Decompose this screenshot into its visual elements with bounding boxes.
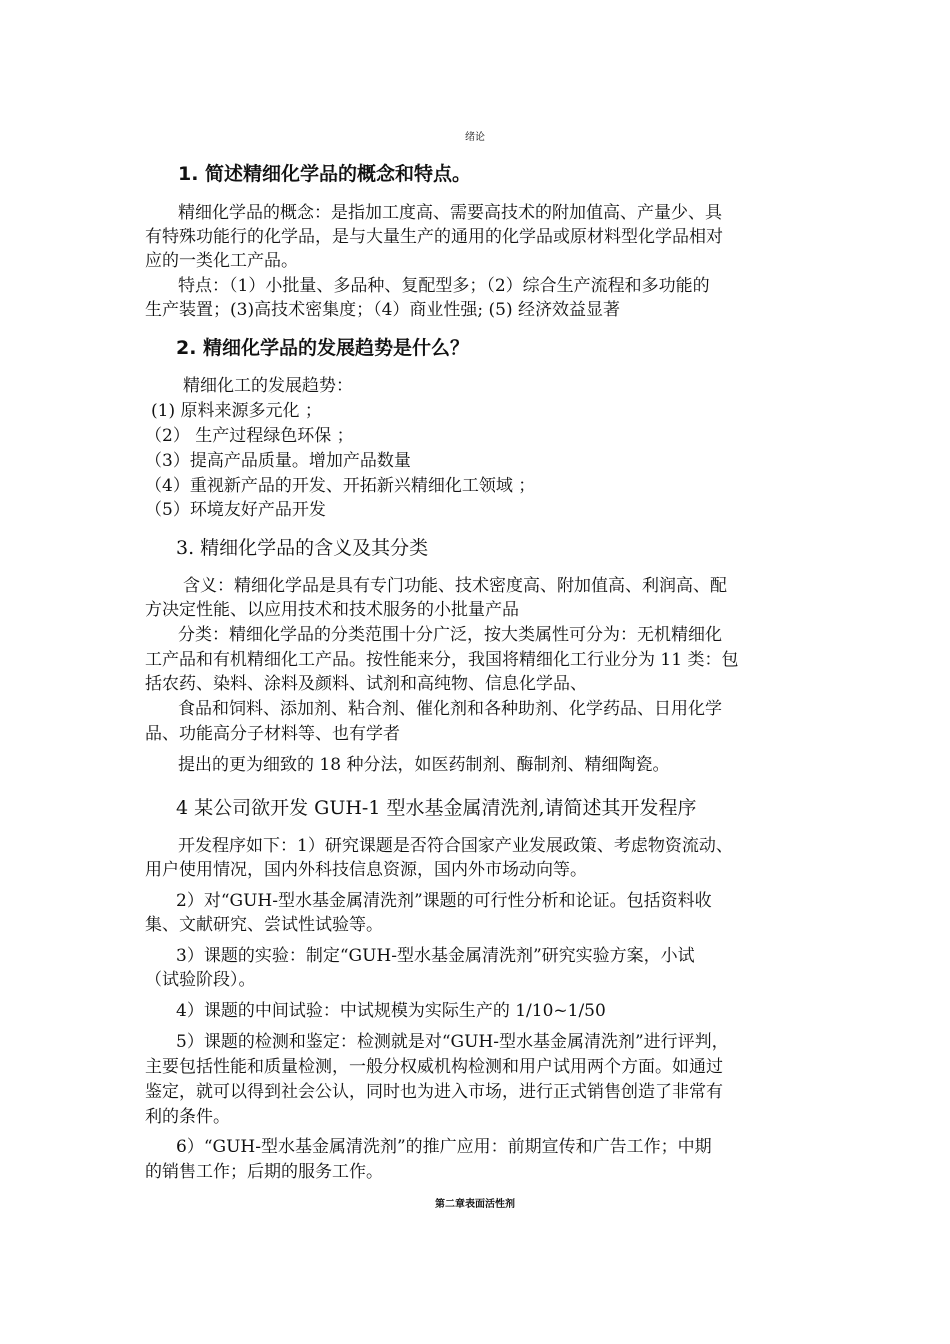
list-item: （5）环境友好产品开发	[145, 500, 326, 520]
paragraph-line: 3）课题的实验：制定“GUH-型水基金属清洗剂”研究实验方案，小试	[176, 946, 695, 966]
paragraph-line: 特点：（1）小批量、多品种、复配型多；（2）综合生产流程和多功能的	[178, 276, 710, 296]
paragraph-line: 利的条件。	[145, 1107, 230, 1127]
paragraph-line: 提出的更为细致的 18 种分法，如医药制剂、酶制剂、精细陶瓷。	[178, 755, 670, 775]
paragraph-line: 方决定性能、以应用技术和技术服务的小批量产品	[145, 600, 519, 620]
paragraph-line: 精细化学品的概念：是指加工度高、需要高技术的附加值高、产量少、具	[178, 203, 722, 223]
paragraph-line: 应的一类化工产品。	[145, 251, 298, 271]
paragraph-line: 2）对“GUH-型水基金属清洗剂”课题的可行性分析和论证。包括资料收	[176, 891, 712, 911]
paragraph-line: 的销售工作；后期的服务工作。	[145, 1162, 383, 1182]
chapter-title: 第二章表面活性剂	[435, 1199, 515, 1210]
paragraph-line: 生产装置；(3)高技术密集度；（4）商业性强; (5) 经济效益显著	[145, 300, 621, 320]
paragraph-line: 5）课题的检测和鉴定：检测就是对“GUH-型水基金属清洗剂”进行评判，	[176, 1032, 729, 1052]
paragraph-line: 括农药、染料、涂料及颜料、试剂和高纯物、信息化学品、	[145, 674, 587, 694]
paragraph-line: 6）“GUH-型水基金属清洗剂”的推广应用：前期宣传和广告工作；中期	[176, 1137, 712, 1157]
paragraph-line: 用户使用情况，国内外科技信息资源，国内外市场动向等。	[145, 860, 587, 880]
paragraph-line: 开发程序如下：1）研究课题是否符合国家产业发展政策、考虑物资流动、	[178, 836, 733, 856]
section-2-heading: 2. 精细化学品的发展趋势是什么？	[176, 337, 470, 359]
section-4-heading: 4 某公司欲开发 GUH-1 型水基金属清洗剂,请简述其开发程序	[176, 797, 697, 819]
intro-title: 绪论	[465, 132, 485, 143]
section-3-heading: 3. 精细化学品的含义及其分类	[176, 537, 429, 559]
paragraph-line: 集、文献研究、尝试性试验等。	[145, 915, 383, 935]
paragraph-line: （试验阶段）。	[145, 970, 256, 990]
list-item: （2） 生产过程绿色环保 ；	[145, 426, 354, 446]
list-item: （3）提高产品质量。增加产品数量	[145, 451, 411, 471]
paragraph-line: 精细化工的发展趋势：	[183, 376, 353, 396]
paragraph-line: 工产品和有机精细化工产品。按性能来分，我国将精细化工行业分为 11 类：包	[145, 650, 739, 670]
paragraph-line: 鉴定，就可以得到社会公认，同时也为进入市场，进行正式销售创造了非常有	[145, 1082, 723, 1102]
paragraph-line: 主要包括性能和质量检测，一般分权威机构检测和用户试用两个方面。如通过	[145, 1057, 723, 1077]
list-item: (1) 原料来源多元化 ；	[151, 401, 322, 421]
paragraph-line: 分类：精细化学品的分类范围十分广泛，按大类属性可分为：无机精细化	[178, 625, 722, 645]
section-1-heading: 1. 简述精细化学品的概念和特点。	[178, 163, 472, 185]
paragraph-line: 含义：精细化学品是具有专门功能、技术密度高、附加值高、利润高、配	[183, 576, 727, 596]
paragraph-line: 4）课题的中间试验：中试规模为实际生产的 1/10~1/50	[176, 1001, 606, 1021]
paragraph-line: 有特殊功能行的化学品，是与大量生产的通用的化学品或原材料型化学品相对	[145, 227, 723, 247]
paragraph-line: 品、功能高分子材料等、也有学者	[145, 724, 400, 744]
list-item: （4）重视新产品的开发、开拓新兴精细化工领域 ；	[145, 476, 536, 496]
paragraph-line: 食品和饲料、添加剂、粘合剂、催化剂和各种助剂、化学药品、日用化学	[178, 699, 722, 719]
